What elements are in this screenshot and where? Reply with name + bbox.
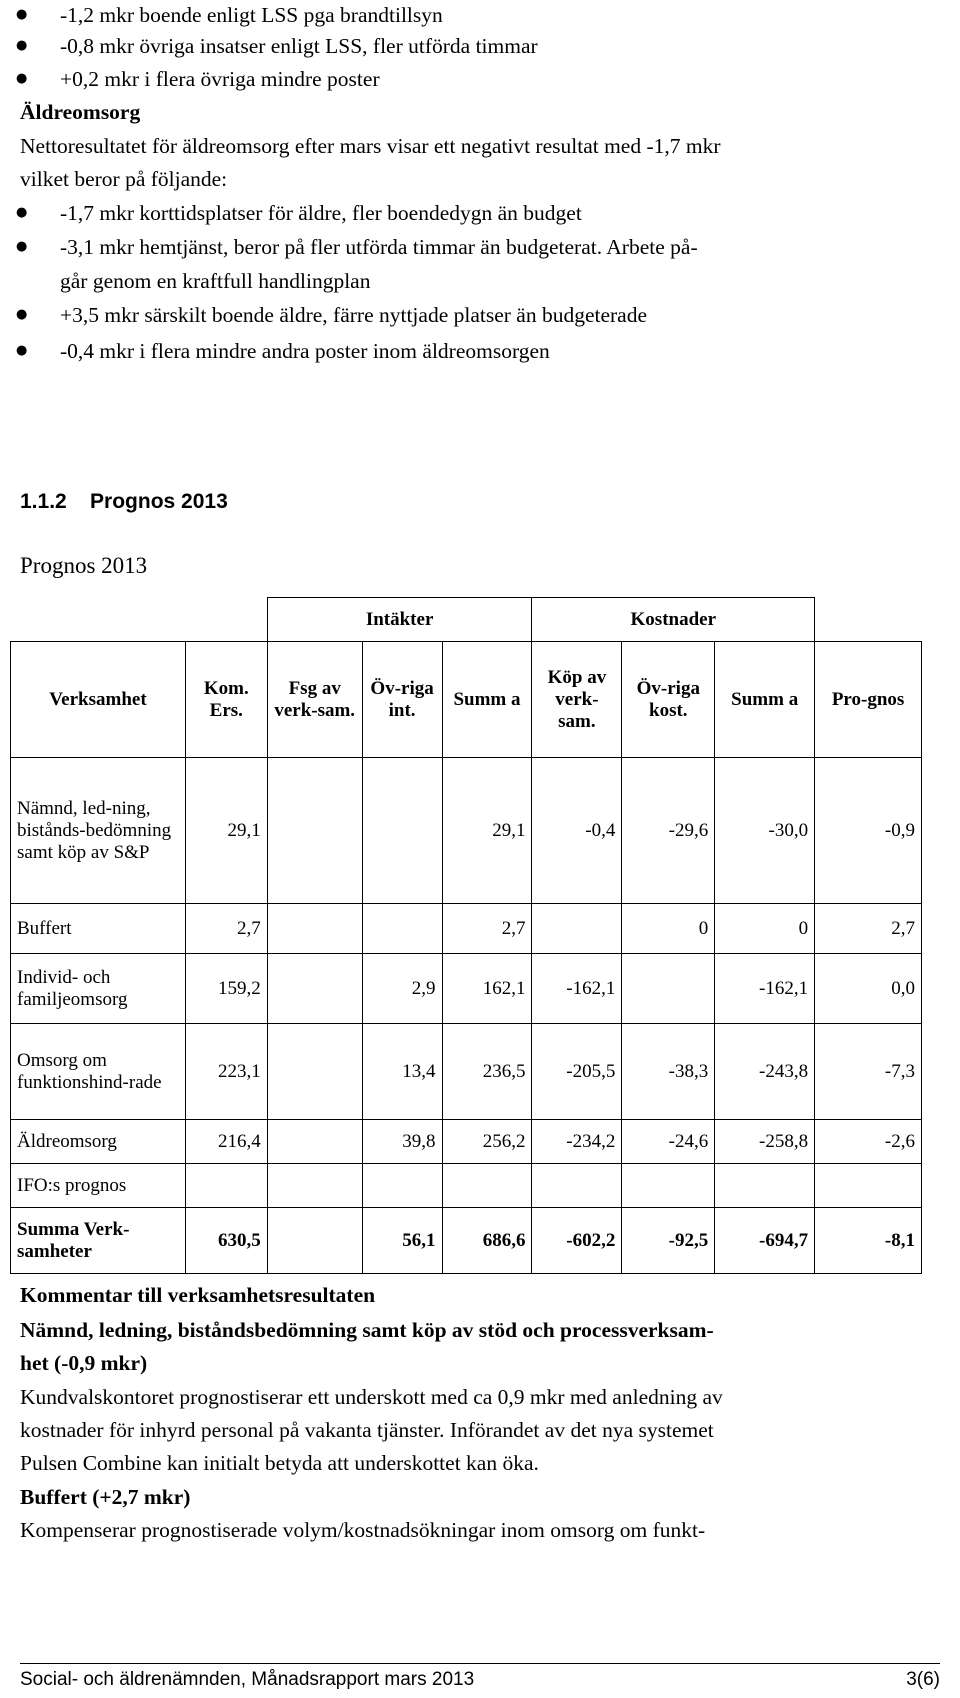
table-cell: -243,8 [715, 1024, 815, 1120]
table-cell: 29,1 [442, 758, 532, 904]
table-cell [362, 758, 442, 904]
col-header: Summ a [715, 642, 815, 758]
prognos-table [10, 597, 922, 1274]
table-cell [267, 1208, 362, 1274]
comments-subheading: Buffert (+2,7 mkr) [20, 1485, 191, 1509]
comments-heading: Kommentar till verksamhetsresultaten [20, 1283, 376, 1307]
bullet-text: -0,8 mkr övriga insatser enligt LSS, fler utförda timmar [60, 34, 538, 58]
table-cell: -0,9 [815, 758, 922, 904]
row-label: Omsorg om funktionshind-rade [11, 1024, 186, 1120]
table-cell: -0,4 [532, 758, 622, 904]
table-cell: 2,7 [442, 904, 532, 954]
table-cell [267, 954, 362, 1024]
table-cell [532, 1164, 622, 1208]
table-cell: 39,8 [362, 1120, 442, 1164]
table-row [11, 1120, 922, 1164]
bullet-text: -1,7 mkr korttidsplatser för äldre, fler boendedygn än budget [60, 201, 582, 225]
row-label: Buffert [11, 904, 186, 954]
table-cell: -205,5 [532, 1024, 622, 1120]
comments-subheading: Nämnd, ledning, biståndsbedömning samt köp av stöd och processverksam- [20, 1318, 714, 1342]
table-cell [185, 1164, 267, 1208]
table-cell: -92,5 [622, 1208, 715, 1274]
table-cell: -162,1 [532, 954, 622, 1024]
bullet-text: +3,5 mkr särskilt boende äldre, färre nyttjade platser än budgeterade [60, 303, 648, 327]
bullet-item [16, 66, 380, 92]
bullet-text-continuation: går genom en kraftfull handlingplan [60, 269, 371, 293]
table-cell [815, 1164, 922, 1208]
table-cell [267, 1164, 362, 1208]
row-label: Summa Verk-samheter [11, 1208, 186, 1274]
table-cell: 223,1 [185, 1024, 267, 1120]
col-header: Pro-gnos [815, 642, 922, 758]
table-cell: 216,4 [185, 1120, 267, 1164]
col-header: Verksamhet [11, 642, 186, 758]
table-cell [267, 1024, 362, 1120]
table-cell: -694,7 [715, 1208, 815, 1274]
page-number: 3(6) [906, 1669, 940, 1690]
bullet-icon: ● [16, 7, 28, 22]
bullet-text: -0,4 mkr i flera mindre andra poster inom äldreomsorgen [60, 339, 550, 363]
comments-subheading-cont: het (-0,9 mkr) [20, 1351, 148, 1375]
table-cell [715, 1164, 815, 1208]
bullet-icon: ● [16, 307, 28, 322]
table-cell: -2,6 [815, 1120, 922, 1164]
bullet-item [16, 234, 698, 260]
table-total-row [11, 1208, 922, 1274]
table-cell [442, 1164, 532, 1208]
col-header: Öv-riga kost. [622, 642, 715, 758]
table-cell [267, 758, 362, 904]
col-header: Kom. Ers. [185, 642, 267, 758]
row-label: Nämnd, led-ning, bistånds-bedömning samt köp av S&P [11, 758, 186, 904]
table-header-row [11, 642, 922, 758]
table-cell [267, 904, 362, 954]
bullet-icon: ● [16, 71, 28, 86]
table-cell: -7,3 [815, 1024, 922, 1120]
bullet-text: +0,2 mkr i flera övriga mindre poster [60, 67, 380, 91]
bullet-icon: ● [16, 343, 28, 358]
table-cell: 2,9 [362, 954, 442, 1024]
table-cell: 236,5 [442, 1024, 532, 1120]
table-cell: 2,7 [185, 904, 267, 954]
bullet-item [16, 2, 443, 28]
col-header: Köp av verk-sam. [532, 642, 622, 758]
table-title: Prognos 2013 [20, 553, 148, 578]
table-cell: 686,6 [442, 1208, 532, 1274]
table-cell: 0 [715, 904, 815, 954]
bullet-text: -1,2 mkr boende enligt LSS pga brandtillsyn [60, 3, 443, 27]
bullet-item [16, 33, 538, 59]
footer-title: Social- och äldrenämnden, Månadsrapport mars 2013 [20, 1669, 475, 1690]
table-cell [532, 904, 622, 954]
bullet-icon: ● [16, 38, 28, 53]
table-cell: -30,0 [715, 758, 815, 904]
table-cell: -29,6 [622, 758, 715, 904]
table-cell [362, 904, 442, 954]
table-cell: 2,7 [815, 904, 922, 954]
table-row [11, 904, 922, 954]
table-cell: 0 [622, 904, 715, 954]
col-header: Fsg av verk-sam. [267, 642, 362, 758]
paragraph-line: Pulsen Combine kan initialt betyda att underskottet kan öka. [20, 1451, 539, 1475]
paragraph-line: Nettoresultatet för äldreomsorg efter mars visar ett negativt resultat med -1,7 mkr [20, 134, 721, 158]
table-cell: -258,8 [715, 1120, 815, 1164]
bullet-text: -3,1 mkr hemtjänst, beror på fler utförda timmar än budgeterat. Arbete på- [60, 235, 698, 259]
group-header-kostnader: Kostnader [532, 598, 815, 642]
table-cell [622, 954, 715, 1024]
table-cell: -24,6 [622, 1120, 715, 1164]
table-cell: -602,2 [532, 1208, 622, 1274]
table-cell: 256,2 [442, 1120, 532, 1164]
table-cell [362, 1164, 442, 1208]
paragraph-line: vilket beror på följande: [20, 167, 228, 191]
table-row [11, 758, 922, 904]
table-cell: -8,1 [815, 1208, 922, 1274]
table-group-header-row [11, 598, 922, 642]
paragraph-line: Kompenserar prognostiserade volym/kostnadsökningar inom omsorg om funkt- [20, 1518, 706, 1542]
row-label: Äldreomsorg [11, 1120, 186, 1164]
table-cell [267, 1120, 362, 1164]
table-cell: 630,5 [185, 1208, 267, 1274]
bullet-item [16, 302, 648, 328]
group-header-intakter: Intäkter [267, 598, 532, 642]
table-cell: -234,2 [532, 1120, 622, 1164]
table-cell: -162,1 [715, 954, 815, 1024]
bullet-item [16, 200, 582, 226]
paragraph-line: Kundvalskontoret prognostiserar ett underskott med ca 0,9 mkr med anledning av [20, 1385, 723, 1409]
row-label: IFO:s prognos [11, 1164, 186, 1208]
table-cell: 56,1 [362, 1208, 442, 1274]
col-header: Summ a [442, 642, 532, 758]
table-cell: 159,2 [185, 954, 267, 1024]
bullet-icon: ● [16, 205, 28, 220]
table-cell [622, 1164, 715, 1208]
page-footer [20, 1668, 940, 1692]
table-row [11, 1164, 922, 1208]
table-cell: 0,0 [815, 954, 922, 1024]
section-heading: 1.1.2 Prognos 2013 [20, 490, 228, 513]
col-header: Öv-riga int. [362, 642, 442, 758]
section-subheading: Äldreomsorg [20, 100, 141, 124]
table-cell: 162,1 [442, 954, 532, 1024]
footer-divider [20, 1663, 940, 1664]
bullet-item [16, 338, 550, 364]
bullet-icon: ● [16, 239, 28, 254]
table-row [11, 954, 922, 1024]
row-label: Individ- och familjeomsorg [11, 954, 186, 1024]
table-cell: -38,3 [622, 1024, 715, 1120]
paragraph-line: kostnader för inhyrd personal på vakanta tjänster. Införandet av det nya systemet [20, 1418, 714, 1442]
table-cell: 13,4 [362, 1024, 442, 1120]
table-row [11, 1024, 922, 1120]
table-cell: 29,1 [185, 758, 267, 904]
